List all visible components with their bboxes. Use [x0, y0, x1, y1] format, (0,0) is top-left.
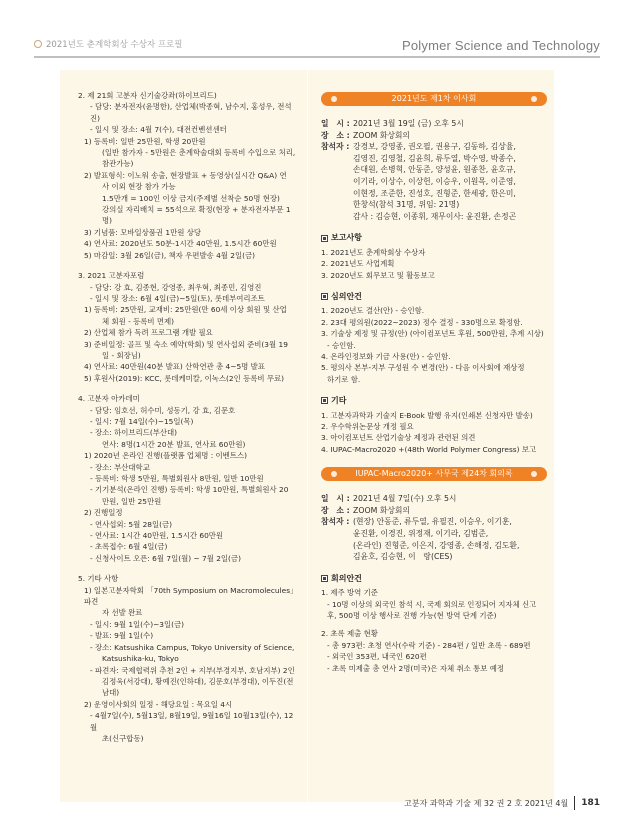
section-item: - 외국인 353편, 내국인 620편 — [327, 652, 427, 662]
section-item: 하기로 함. — [327, 374, 361, 384]
section-item: 2. 23대 평의원(2022~2023) 정수 결정 - 330명으로 확정함. — [321, 317, 523, 327]
text-line: - 발표: 9월 1일(수) — [90, 631, 154, 641]
text-line: - 담당: 분자전자(윤명한), 산업체(박종혁, 남수지, 홍성우, 전석진) — [90, 102, 292, 123]
text-line: 2. 제 21회 고분자 신기술강좌(하이브리드) — [78, 91, 217, 100]
text-line: 2) 운영이사회의 일정 - 해당요일 : 목요일 4시 — [84, 699, 233, 709]
page-number: 181 — [581, 798, 600, 808]
section-item: 3. 기술상 제정 및 규정(안) (아이컴포넌트 후원, 500만원, 추계 시상) — [321, 329, 544, 339]
meeting1-banner — [321, 92, 547, 106]
text-line: 2) 산업체 참가 독려 프로그램 개발 필요 — [84, 328, 213, 338]
text-line: - 4월7일(수), 5월13일, 8월19일, 9월16일 10월13일(수), 12월 — [90, 711, 294, 732]
meeting2-meta — [321, 493, 547, 563]
section-item: 5. 평의사 본부-지부 구성원 수 변경(안) - 다음 이사회에 재상정 — [321, 363, 525, 373]
text-line: 1.5만개 = 100인 이상 금지(주제별 선착순 50명 현장) — [102, 193, 280, 203]
attendee-line: 김윤호, 김승현, 이 랑(CES) — [353, 552, 453, 562]
text-line: 초(신구합동) — [102, 733, 144, 743]
section-item: 1. 제주 방역 기준 — [321, 588, 378, 598]
text-line: 만원, 일반 25만원 — [102, 496, 162, 506]
page-footer — [404, 796, 600, 810]
section-item: 3. 아이컴포넌트 산업기술상 제정과 관련된 의견 — [321, 433, 476, 443]
meeting2-place: ZOOM 화상회의 — [353, 505, 410, 515]
text-line: 1) 일본고분자학회 「70th Symposium on Macromolecules」 파견 — [84, 585, 300, 607]
section-item: 후, 500명 이상 행사로 진행 가능(현 방역 단계 기준) — [327, 611, 497, 621]
meeting1-place-label: 장 소 : — [321, 130, 350, 140]
text-line: 연사: 8명(1시간 20분 발표, 연사료 60만원) — [102, 439, 246, 449]
text-line: 3) 준비일정: 골프 및 숙소 예약(학회) 및 연사섭외 준비(3월 19 — [84, 339, 288, 349]
text-line: 사 이외 현장 참가 가능 — [102, 182, 176, 192]
attendee-line: 윤진환, 이경진, 위정재, 이기라, 김범준, — [353, 529, 489, 539]
section-item: 2. 우수학위논문상 개정 필요 — [321, 422, 414, 432]
attendee-line: 한창석(참석 31명, 위임: 21명) — [353, 200, 460, 210]
meeting1-title: 2021년도 제1차 이사회 — [391, 94, 477, 103]
text-line: - 등록비: 학생 5만원, 특별회원사 8만원, 일반 10만원 — [90, 474, 264, 483]
attendee-line: 김영진, 김영철, 김윤희, 류두열, 박수영, 박종수, — [353, 153, 516, 163]
text-line: 1) 등록비: 25만원, 교재비: 25만원(만 60세 이상 회원 및 산업 — [84, 305, 287, 315]
section-item: 4. 온라인정보화 기금 사용(안) - 승인함. — [321, 352, 451, 361]
text-line: 체 회원 - 등록비 면제) — [102, 316, 175, 326]
text-line: Katsushika-ku, Tokyo — [102, 654, 179, 664]
section-item: 1. 2020년도 결산(안) - 승인함. — [321, 306, 425, 316]
left-section — [78, 270, 300, 384]
running-header-left — [34, 38, 182, 50]
section-item: - 승인함. — [327, 340, 356, 350]
text-line: 참관가능) — [102, 159, 134, 169]
attendee-line: 강경보, 강영종, 권오필, 권용구, 김동하, 김상율, — [353, 142, 516, 152]
text-line: 3. 2021 고분자포럼 — [78, 271, 145, 281]
text-line: - 장소: 하이브리드(부산대) — [90, 428, 178, 438]
meeting2-time: 2021년 4월 7일(수) 오후 5시 — [353, 494, 457, 504]
section-heading — [321, 232, 547, 243]
attendee-line: 감사 : 김승현, 이종휘, 재무이사: 윤진환, 손정곤 — [353, 211, 517, 221]
text-line: - 기기분석(온라인 진행) 등록비: 학생 10만원, 특별회원사 20 — [90, 485, 289, 495]
square-bullet-icon — [321, 575, 328, 582]
text-line: - 일시 및 장소: 4월 7(수), 대전컨벤션센터 — [90, 125, 227, 135]
meeting2-attendees-label: 참석자 : — [321, 517, 350, 527]
text-line: - 파견자: 국제협력위 추천 2인 + 지부(부경지부, 호남지부) 2인 — [90, 665, 295, 675]
left-section — [78, 90, 300, 261]
text-line: - 연사료: 1시간 40만원, 1.5시간 60만원 — [90, 531, 224, 541]
attendee-line: 손대원, 손병혁, 안동준, 양성윤, 원종찬, 윤호규, — [353, 165, 516, 175]
text-line: - 일시 및 장소: 6월 4일(금)~5일(토), 롯데부여리조트 — [90, 293, 265, 303]
text-line: 4) 연사료: 2020년도 50분-1시간 40만원, 1.5시간 60만원 — [84, 239, 277, 249]
section-item: 2. 초록 제출 현황 — [321, 629, 378, 639]
text-line: - 담당: 임호선, 허수미, 성동기, 강 효, 김문호 — [90, 405, 236, 415]
meeting1-meta — [321, 118, 547, 222]
meeting1-time-label: 일 시 : — [321, 119, 350, 128]
left-column — [78, 90, 300, 753]
footer-divider — [574, 796, 575, 810]
text-line: 5) 마감일: 3월 26일(금), 책자 우편발송 4월 2일(금) — [84, 250, 256, 260]
running-header-text: 2021년도 춘계학회상 수상자 프로필 — [46, 40, 183, 50]
text-line: 김정욱(서강대), 황예진(인하대), 김문호(부경대), 이두진(전남대) — [102, 676, 294, 698]
meeting1-attendees — [353, 141, 547, 222]
square-bullet-icon — [321, 293, 328, 300]
section-item: - 초록 미제출 총 연사 2명(미국)은 자체 취소 통보 예정 — [327, 663, 505, 673]
section-item: - 총 973편: 초청 연사(수락 기준) - 284편 / 일반 초록 - 689편 — [327, 640, 531, 650]
text-line: - 장소: 부산대학교 — [90, 462, 150, 472]
banner-dot-icon — [531, 96, 537, 102]
square-bullet-icon — [321, 397, 328, 404]
text-line: 3) 기념품: 모바일상품권 1만원 상당 — [84, 227, 201, 237]
section-heading — [321, 395, 547, 406]
left-section — [78, 393, 300, 564]
meeting1-time: 2021년 3월 19일 (금) 오후 5시 — [353, 119, 464, 128]
section-heading — [321, 573, 547, 584]
text-line: 2) 발표형식: 이노워 송출, 현장발표 + 동영상(실시간 Q&A) 연 — [84, 170, 287, 180]
meeting1-attendees-label: 참석자 : — [321, 142, 350, 152]
text-line: - 일시: 9월 1일(수)~3일(금) — [90, 619, 185, 629]
meeting2-banner — [321, 467, 547, 481]
meeting2-place-label: 장 소 : — [321, 505, 350, 515]
text-line: (일반 참가자 - 5만원은 춘계학술대회 등록비 수입으로 처리, — [102, 148, 296, 158]
section-title: 회의안건 — [331, 573, 362, 583]
text-line: 4) 연사료: 40만원(40분 발표) 산학연관 총 4~5명 발표 — [84, 362, 265, 372]
meeting2-time-label: 일 시 : — [321, 494, 350, 504]
section-item: 1. 고분자과학과 기술지 E-Book 발행 유지(인쇄본 신청자만 발송) — [321, 410, 533, 420]
section-title: 기타 — [331, 396, 347, 406]
meeting2-attendees — [353, 516, 547, 562]
text-line: - 신청사이트 오픈: 6월 7일(월) ~ 7월 2일(금) — [90, 553, 241, 563]
text-line: 자 선발 완료 — [102, 608, 143, 618]
section-item: 1. 2021년도 춘계학회상 수상자 — [321, 247, 426, 257]
left-section — [78, 573, 300, 744]
right-column — [321, 92, 547, 674]
footer-journal: 고분자 과학과 기술 제 32 권 2 호 2021년 4월 — [404, 798, 569, 808]
section-heading — [321, 291, 547, 302]
text-line: 5. 기타 사항 — [78, 574, 119, 584]
attendee-line: (현장) 안동준, 류두열, 유필진, 이승우, 이기훈, — [353, 517, 512, 527]
attendee-line: (온라인) 진형준, 이은지, 강영종, 손해정, 김도환, — [353, 540, 520, 550]
text-line: 1) 2020년 온라인 진행(플랫폼 업체명 : 이벤트스) — [84, 451, 247, 461]
section-item: - 10명 이상의 외국인 참석 시, 국제 회의로 인정되어 지자체 신고 — [327, 599, 537, 609]
attendee-line: 이현정, 조준한, 진성호, 진형준, 한세광, 한은미, — [353, 188, 516, 198]
text-line: 1) 등록비: 일반 25만원, 학생 20만원 — [84, 136, 206, 146]
attendee-line: 이기라, 이상수, 이상헌, 이승우, 이원목, 이준영, — [353, 176, 516, 186]
square-bullet-icon — [321, 235, 328, 242]
text-line: 2) 진행일정 — [84, 508, 123, 518]
text-line: - 장소: Katsushika Campus, Tokyo University of Science, — [90, 642, 295, 652]
meeting1-sections — [321, 232, 547, 455]
meeting2-title: IUPAC-Macro2020+ 사무국 제24차 회의록 — [355, 469, 513, 479]
header-circle-icon — [34, 40, 42, 48]
section-item: 2. 2021년도 사업계획 — [321, 259, 395, 269]
banner-dot-icon — [531, 471, 537, 477]
banner-dot-icon — [331, 96, 337, 102]
text-line: 4. 고분자 아카데미 — [78, 394, 140, 404]
text-line: 일 - 회장님) — [102, 350, 141, 360]
meeting2-sections — [321, 573, 547, 674]
section-item: 3. 2020년도 회무보고 및 활동보고 — [321, 270, 435, 280]
header-divider — [34, 56, 600, 58]
section-title: 심의안건 — [331, 291, 362, 301]
text-line: - 연사섭외: 5월 28일(금) — [90, 519, 173, 529]
meeting1-place: ZOOM 화상회의 — [353, 130, 410, 140]
text-line: 강의실 자리배치 = 55석으로 확정(현장 + 분자전자부문 1명) — [102, 205, 291, 226]
text-line: - 일시: 7월 14일(수)~15일(목) — [90, 416, 194, 426]
text-line: 5) 후원사(2019): KCC, 롯데케미칼, 이녹스(2인 등록비 무료) — [84, 373, 285, 383]
text-line: - 초록접수: 6월 4일(금) — [90, 542, 168, 552]
section-item — [321, 621, 547, 628]
section-item: 4. IUPAC-Macro2020 +(48th World Polymer Congress) 보고 — [321, 444, 537, 454]
journal-title: Polymer Science and Technology — [402, 38, 600, 53]
section-title: 보고사항 — [331, 233, 362, 243]
text-line: - 담당: 강 효, 김종현, 강영종, 최우혁, 최종민, 김영진 — [90, 282, 262, 292]
banner-dot-icon — [331, 471, 337, 477]
